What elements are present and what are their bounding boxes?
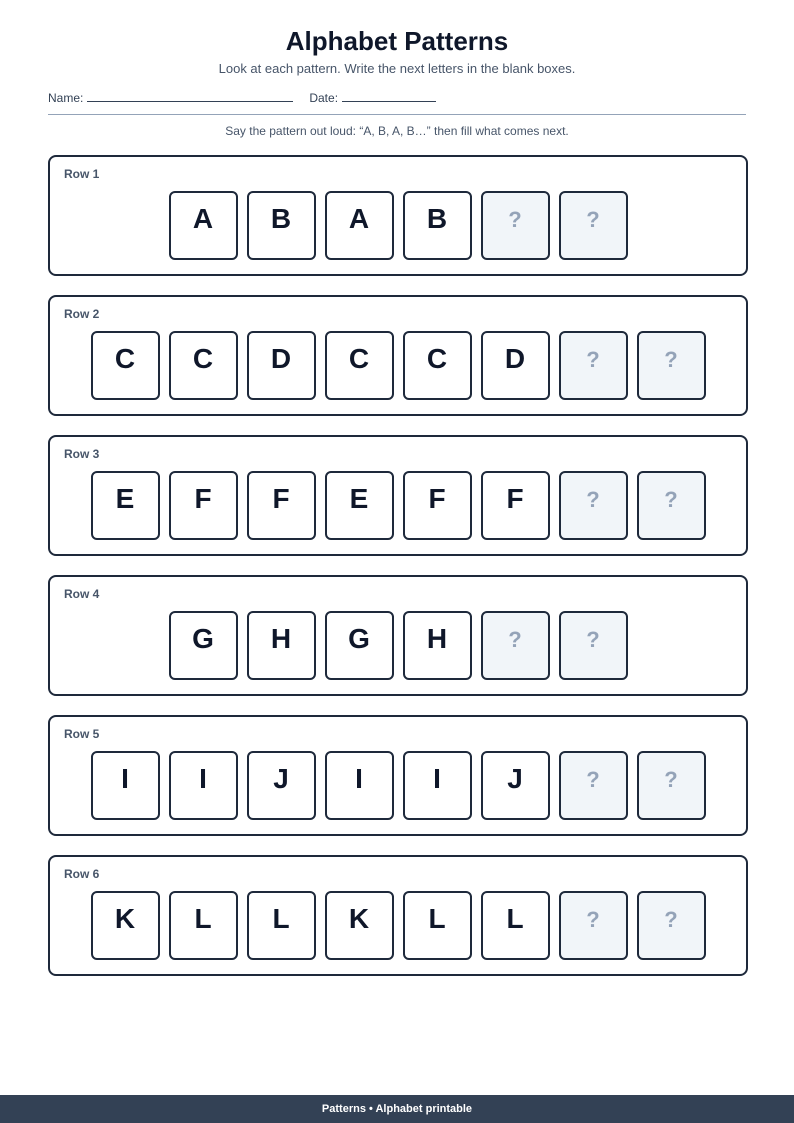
letter-tile: I: [325, 751, 394, 820]
blank-answer-box[interactable]: ?: [481, 191, 550, 260]
blank-answer-box[interactable]: ?: [559, 611, 628, 680]
footer-text: Patterns • Alphabet printable: [321, 1103, 473, 1115]
date-blank-line: [342, 91, 436, 102]
letter-tile: L: [247, 891, 316, 960]
header-divider: [48, 114, 746, 115]
letter-tile: B: [403, 191, 472, 260]
letter-tile: I: [169, 751, 238, 820]
letter-tiles: [50, 751, 746, 820]
letter-tile: H: [403, 611, 472, 680]
letter-tile: F: [481, 471, 550, 540]
letter-tiles: [50, 471, 746, 540]
letter-tile: D: [481, 331, 550, 400]
letter-tiles: [50, 331, 746, 400]
letter-tile: F: [403, 471, 472, 540]
pattern-row-1: [48, 155, 748, 276]
page-subtitle: Look at each pattern. Write the next letters in the blank boxes.: [218, 61, 576, 76]
blank-answer-box[interactable]: ?: [637, 331, 706, 400]
row-label: Row 5: [64, 727, 100, 741]
instruction-hint: Say the pattern out loud: “A, B, A, B…” then fill what comes next.: [225, 124, 569, 138]
letter-tile: A: [169, 191, 238, 260]
letter-tile: D: [247, 331, 316, 400]
letter-tile: F: [247, 471, 316, 540]
letter-tiles: [50, 191, 746, 260]
name-blank-line: [87, 91, 293, 102]
letter-tile: J: [481, 751, 550, 820]
blank-answer-box[interactable]: ?: [637, 891, 706, 960]
letter-tile: H: [247, 611, 316, 680]
letter-tile: C: [91, 331, 160, 400]
letter-tile: C: [403, 331, 472, 400]
letter-tile: F: [169, 471, 238, 540]
letter-tiles: [50, 891, 746, 960]
pattern-rows: [48, 155, 748, 995]
letter-tile: K: [91, 891, 160, 960]
blank-answer-box[interactable]: ?: [559, 891, 628, 960]
pattern-row-4: [48, 575, 748, 696]
letter-tiles: [50, 611, 746, 680]
letter-tile: I: [91, 751, 160, 820]
blank-answer-box[interactable]: ?: [637, 751, 706, 820]
letter-tile: G: [169, 611, 238, 680]
letter-tile: B: [247, 191, 316, 260]
row-label: Row 2: [64, 307, 100, 321]
blank-answer-box[interactable]: ?: [559, 191, 628, 260]
footer: [0, 1095, 794, 1123]
name-label: Name:: [48, 91, 84, 105]
page-title: Alphabet Patterns: [285, 26, 509, 56]
letter-tile: L: [403, 891, 472, 960]
letter-tile: C: [325, 331, 394, 400]
row-label: Row 1: [64, 167, 100, 181]
letter-tile: K: [325, 891, 394, 960]
letter-tile: A: [325, 191, 394, 260]
pattern-row-5: [48, 715, 748, 836]
pattern-row-6: [48, 855, 748, 976]
letter-tile: I: [403, 751, 472, 820]
letter-tile: G: [325, 611, 394, 680]
row-label: Row 3: [64, 447, 100, 461]
letter-tile: E: [325, 471, 394, 540]
letter-tile: E: [91, 471, 160, 540]
blank-answer-box[interactable]: ?: [637, 471, 706, 540]
pattern-row-2: [48, 295, 748, 416]
blank-answer-box[interactable]: ?: [481, 611, 550, 680]
pattern-row-3: [48, 435, 748, 556]
student-info: [48, 91, 436, 105]
blank-answer-box[interactable]: ?: [559, 751, 628, 820]
row-label: Row 4: [64, 587, 100, 601]
date-label: Date:: [309, 91, 339, 105]
blank-answer-box[interactable]: ?: [559, 331, 628, 400]
row-label: Row 6: [64, 867, 100, 881]
letter-tile: J: [247, 751, 316, 820]
letter-tile: L: [481, 891, 550, 960]
blank-answer-box[interactable]: ?: [559, 471, 628, 540]
letter-tile: L: [169, 891, 238, 960]
letter-tile: C: [169, 331, 238, 400]
